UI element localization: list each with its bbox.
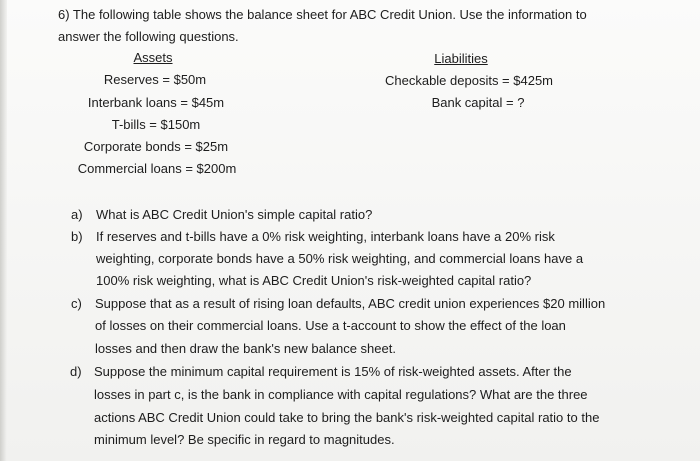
question-c-label: c) — [71, 296, 82, 311]
question-b-label: b) — [71, 229, 83, 244]
liabilities-header: Liabilities — [434, 51, 488, 66]
question-d-line-4: minimum level? Be specific in regard to magnitudes. — [94, 432, 395, 447]
question-d-line-1: Suppose the minimum capital requirement is 15% of risk-weighted assets. After the — [94, 364, 572, 379]
page-edge-shadow — [0, 0, 7, 461]
asset-item-corporate-bonds: Corporate bonds = $25m — [83, 139, 229, 154]
liability-item-bank-capital: Bank capital = ? — [431, 95, 525, 110]
asset-item-interbank-loans: Interbank loans = $45m — [87, 95, 225, 110]
intro-line-2: answer the following questions. — [58, 29, 239, 44]
liability-item-checkable-deposits: Checkable deposits = $425m — [384, 73, 554, 88]
asset-item-reserves: Reserves = $50m — [103, 72, 207, 87]
question-c-line-3: losses and then draw the bank's new balance sheet. — [95, 341, 396, 356]
asset-item-t-bills: T-bills = $150m — [111, 117, 201, 132]
question-d-line-3: actions ABC Credit Union could take to bring the bank's risk-weighted capital ratio to the — [94, 410, 600, 425]
assets-header: Assets — [133, 50, 173, 65]
question-b-line-1: If reserves and t-bills have a 0% risk weighting, interbank loans have a 20% risk — [96, 229, 555, 244]
asset-item-commercial-loans: Commercial loans = $200m — [77, 161, 237, 176]
question-d-line-2: losses in part c, is the bank in compliance with capital regulations? What are the three — [94, 387, 588, 402]
question-c-line-1: Suppose that as a result of rising loan defaults, ABC credit union experiences $20 million — [95, 296, 606, 311]
question-a-line-1: What is ABC Credit Union's simple capital ratio? — [96, 207, 373, 222]
question-c-line-2: of losses on their commercial loans. Use a t-account to show the effect of the loan — [95, 318, 566, 333]
question-d-label: d) — [70, 364, 82, 379]
question-a-label: a) — [71, 207, 83, 222]
intro-line-1: 6) The following table shows the balance sheet for ABC Credit Union. Use the information to — [58, 7, 587, 22]
question-b-line-3: 100% risk weighting, what is ABC Credit Union's risk-weighted capital ratio? — [96, 273, 532, 288]
question-b-line-2: weighting, corporate bonds have a 50% risk weighting, and commercial loans have a — [96, 251, 584, 266]
